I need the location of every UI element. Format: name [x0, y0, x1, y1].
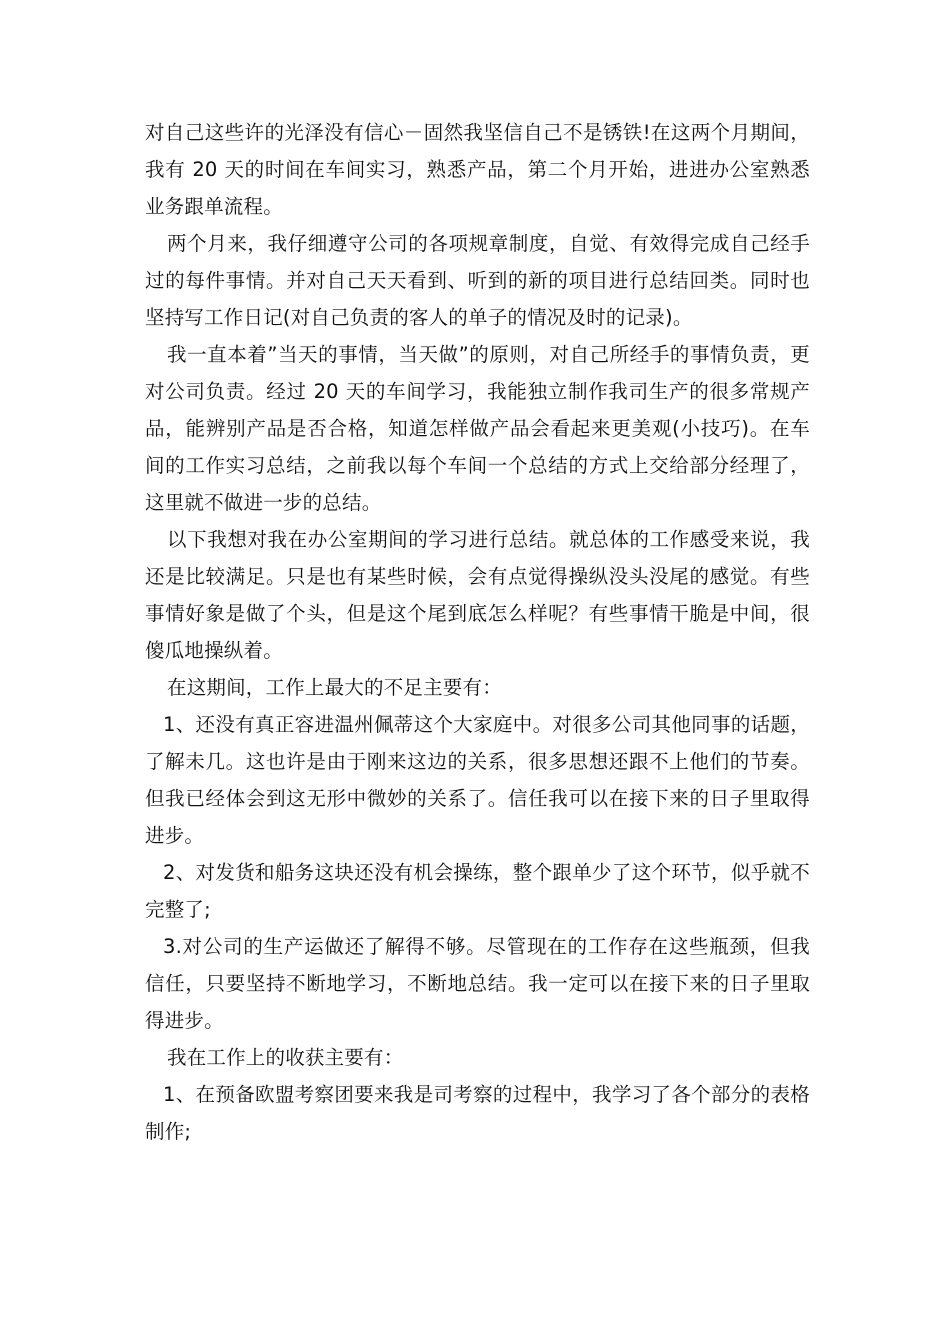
- paragraph-shortcoming-3: 3.对公司的生产运做还了解得不够。尽管现在的工作存在这些瓶颈，但我信任，只要坚持不断地学习，不断地总结。我一定可以在接下来的日子里取得进步。: [145, 935, 810, 1032]
- paragraph-gains-heading: 我在工作上的收获主要有：: [167, 1046, 404, 1069]
- paragraph-rules: 两个月来，我仔细遵守公司的各项规章制度，自觉、有效得完成自己经手过的每件事情。并对自己天天看到、听到的新的项目进行总结回类。同时也坚持写工作日记(对自己负责的客人的单子的情况及时的记录)。: [145, 232, 810, 329]
- paragraph-shortcomings-heading: 在这期间，工作上最大的不足主要有：: [167, 676, 502, 699]
- paragraph-shortcoming-2: 2、对发货和船务这块还没有机会操练，整个跟单少了这个环节，似乎就不完整了;: [145, 861, 810, 921]
- paragraph-gain-1: 1、在预备欧盟考察团要来我是司考察的过程中，我学习了各个部分的表格制作;: [145, 1083, 810, 1143]
- paragraph-office-summary: 以下我想对我在办公室期间的学习进行总结。就总体的工作感受来说，我还是比较满足。只是也有某些时候，会有点觉得操纵没头没尾的感觉。有些事情好象是做了个头，但是这个尾到底怎么样呢？有些事情干脆是中间，很傻瓜地操纵着。: [145, 528, 810, 662]
- paragraph-intro: 对自己这些许的光泽没有信心－固然我坚信自己不是锈铁!在这两个月期间，我有 20 天的时间在车间实习，熟悉产品，第二个月开始，进进办公室熟悉业务跟单流程。: [145, 121, 810, 218]
- document-body: [145, 114, 810, 1150]
- paragraph-principle: 我一直本着”当天的事情，当天做”的原则，对自己所经手的事情负责，更对公司负责。经过 20 天的车间学习，我能独立制作我司生产的很多常规产品，能辨别产品是否合格，知道怎样做产品会看起来更美观(小技巧)。在车间的工作实习总结，之前我以每个车间一个总结的方式上交给部分经理了，这里就不做进一步的总结。: [145, 343, 810, 514]
- paragraph-shortcoming-1: 1、还没有真正容进温州佩蒂这个大家庭中。对很多公司其他同事的话题，了解未几。这也许是由于刚来这边的关系，很多思想还跟不上他们的节奏。但我已经体会到这无形中微妙的关系了。信任我可以在接下来的日子里取得进步。: [145, 713, 810, 847]
